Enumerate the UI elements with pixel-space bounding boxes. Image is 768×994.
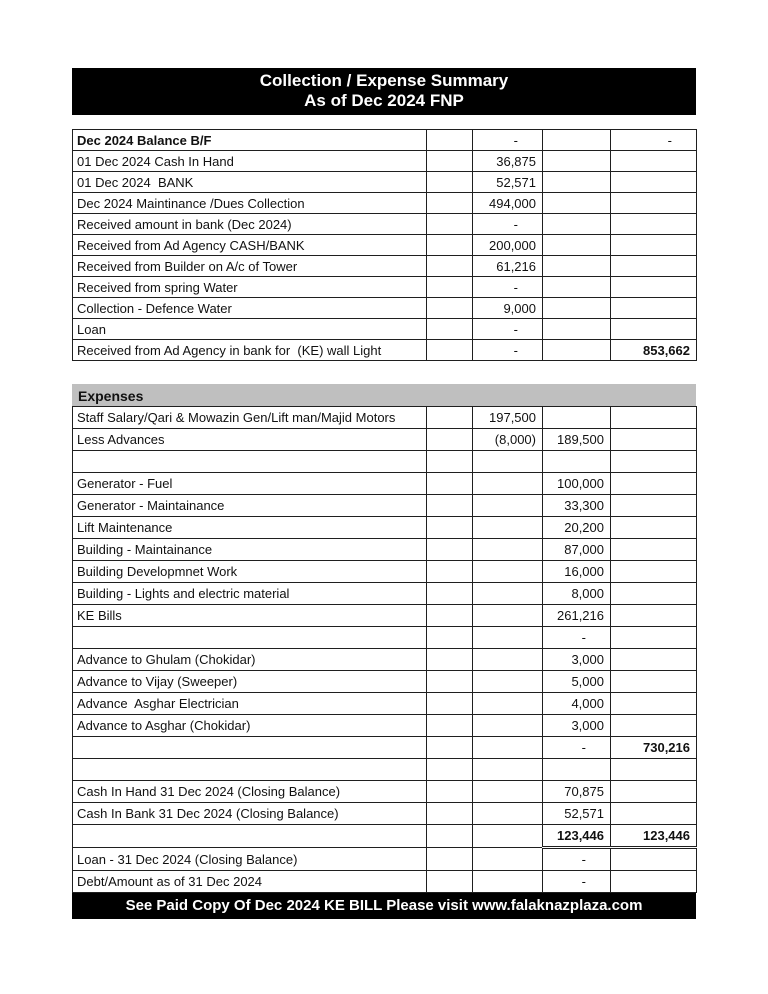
table-row xyxy=(73,649,697,671)
amount-cell-c xyxy=(543,256,611,277)
expenses-table xyxy=(72,406,697,893)
table-row xyxy=(73,583,697,605)
row-label-cell: Generator - Fuel xyxy=(73,473,427,495)
amount-cell-b xyxy=(473,495,543,517)
row-label-cell: Received from Ad Agency CASH/BANK xyxy=(73,235,427,256)
amount-cell-b xyxy=(473,871,543,893)
amount-cell-a xyxy=(427,825,473,848)
row-label-cell: Building - Lights and electric material xyxy=(73,583,427,605)
row-label-cell: Advance to Ghulam (Chokidar) xyxy=(73,649,427,671)
row-label-cell: Received from Ad Agency in bank for (KE) wall Light xyxy=(73,340,427,361)
table-row xyxy=(73,825,697,848)
amount-cell-c: 4,000 xyxy=(543,693,611,715)
table-row xyxy=(73,451,697,473)
title-line1: Collection / Expense Summary xyxy=(259,71,509,90)
amount-cell-a xyxy=(427,451,473,473)
row-label-cell: Received from Builder on A/c of Tower xyxy=(73,256,427,277)
amount-cell-d xyxy=(611,298,697,319)
amount-cell-b: 197,500 xyxy=(473,407,543,429)
row-label-cell: Received from spring Water xyxy=(73,277,427,298)
amount-cell-c: 100,000 xyxy=(543,473,611,495)
amount-cell-d xyxy=(611,803,697,825)
table-row xyxy=(73,627,697,649)
amount-cell-a xyxy=(427,781,473,803)
row-label-cell: Staff Salary/Qari & Mowazin Gen/Lift man/Majid Motors xyxy=(73,407,427,429)
amount-cell-d xyxy=(611,848,697,871)
table-row xyxy=(73,172,697,193)
amount-cell-d xyxy=(611,256,697,277)
amount-cell-b: 200,000 xyxy=(473,235,543,256)
row-label-cell: Cash In Bank 31 Dec 2024 (Closing Balance) xyxy=(73,803,427,825)
amount-cell-c: 123,446 xyxy=(543,825,611,848)
table-row xyxy=(73,298,697,319)
amount-cell-c xyxy=(543,235,611,256)
amount-cell-a xyxy=(427,193,473,214)
row-label-cell: Building Developmnet Work xyxy=(73,561,427,583)
amount-cell-a xyxy=(427,693,473,715)
amount-cell-a xyxy=(427,671,473,693)
amount-cell-b xyxy=(473,693,543,715)
amount-cell-d: 730,216 xyxy=(611,737,697,759)
amount-cell-a xyxy=(427,848,473,871)
amount-cell-c: 33,300 xyxy=(543,495,611,517)
amount-cell-c: 70,875 xyxy=(543,781,611,803)
row-label-cell xyxy=(73,825,427,848)
amount-cell-a xyxy=(427,583,473,605)
amount-cell-a xyxy=(427,429,473,451)
amount-cell-b: - xyxy=(473,340,543,361)
amount-cell-d: - xyxy=(611,130,697,151)
amount-cell-b: 9,000 xyxy=(473,298,543,319)
table-row xyxy=(73,848,697,871)
row-label-cell: Loan xyxy=(73,319,427,340)
amount-cell-b: (8,000) xyxy=(473,429,543,451)
amount-cell-b: - xyxy=(473,130,543,151)
amount-cell-c xyxy=(543,340,611,361)
amount-cell-b xyxy=(473,825,543,848)
amount-cell-a xyxy=(427,649,473,671)
amount-cell-d xyxy=(611,193,697,214)
amount-cell-d xyxy=(611,561,697,583)
amount-cell-a xyxy=(427,214,473,235)
amount-cell-a xyxy=(427,605,473,627)
amount-cell-b xyxy=(473,781,543,803)
table-row xyxy=(73,495,697,517)
amount-cell-a xyxy=(427,298,473,319)
row-label-cell: 01 Dec 2024 Cash In Hand xyxy=(73,151,427,172)
amount-cell-d xyxy=(611,781,697,803)
amount-cell-c xyxy=(543,319,611,340)
spacer xyxy=(72,115,696,129)
row-label-cell: 01 Dec 2024 BANK xyxy=(73,172,427,193)
amount-cell-d xyxy=(611,429,697,451)
amount-cell-d xyxy=(611,605,697,627)
amount-cell-d xyxy=(611,693,697,715)
amount-cell-b: 52,571 xyxy=(473,172,543,193)
amount-cell-b xyxy=(473,671,543,693)
footer-banner xyxy=(72,893,696,919)
table-row xyxy=(73,256,697,277)
amount-cell-d xyxy=(611,871,697,893)
amount-cell-b xyxy=(473,803,543,825)
income-table xyxy=(72,129,697,361)
amount-cell-c xyxy=(543,130,611,151)
table-row xyxy=(73,407,697,429)
amount-cell-a xyxy=(427,151,473,172)
row-label-cell: Building - Maintainance xyxy=(73,539,427,561)
amount-cell-c: - xyxy=(543,627,611,649)
footer-text: See Paid Copy Of Dec 2024 KE BILL Please visit www.falaknazplaza.com xyxy=(125,897,643,914)
table-row xyxy=(73,605,697,627)
amount-cell-a xyxy=(427,172,473,193)
amount-cell-b xyxy=(473,473,543,495)
amount-cell-c: 8,000 xyxy=(543,583,611,605)
row-label-cell: Advance to Asghar (Chokidar) xyxy=(73,715,427,737)
amount-cell-c: 20,200 xyxy=(543,517,611,539)
amount-cell-a xyxy=(427,539,473,561)
amount-cell-b xyxy=(473,848,543,871)
amount-cell-b xyxy=(473,451,543,473)
table-row xyxy=(73,759,697,781)
amount-cell-c: 5,000 xyxy=(543,671,611,693)
amount-cell-a xyxy=(427,627,473,649)
amount-cell-d xyxy=(611,649,697,671)
row-label-cell: Advance to Vijay (Sweeper) xyxy=(73,671,427,693)
table-row xyxy=(73,193,697,214)
amount-cell-b: 36,875 xyxy=(473,151,543,172)
title-banner xyxy=(72,68,696,115)
amount-cell-b xyxy=(473,737,543,759)
table-row xyxy=(73,803,697,825)
amount-cell-a xyxy=(427,130,473,151)
amount-cell-b xyxy=(473,517,543,539)
table-row xyxy=(73,277,697,298)
amount-cell-d xyxy=(611,319,697,340)
amount-cell-c xyxy=(543,193,611,214)
amount-cell-d xyxy=(611,407,697,429)
amount-cell-c: - xyxy=(543,871,611,893)
table-row xyxy=(73,671,697,693)
amount-cell-d xyxy=(611,539,697,561)
amount-cell-d: 853,662 xyxy=(611,340,697,361)
amount-cell-c: 52,571 xyxy=(543,803,611,825)
row-label-cell: Generator - Maintainance xyxy=(73,495,427,517)
amount-cell-b: - xyxy=(473,277,543,298)
amount-cell-a xyxy=(427,561,473,583)
amount-cell-a xyxy=(427,407,473,429)
amount-cell-b: - xyxy=(473,319,543,340)
amount-cell-a xyxy=(427,319,473,340)
table-row xyxy=(73,235,697,256)
amount-cell-c: - xyxy=(543,737,611,759)
amount-cell-a xyxy=(427,277,473,298)
row-label-cell xyxy=(73,759,427,781)
amount-cell-b xyxy=(473,583,543,605)
amount-cell-b xyxy=(473,539,543,561)
table-row xyxy=(73,151,697,172)
row-label-cell: Loan - 31 Dec 2024 (Closing Balance) xyxy=(73,848,427,871)
amount-cell-d xyxy=(611,759,697,781)
table-row xyxy=(73,871,697,893)
amount-cell-d xyxy=(611,235,697,256)
row-label-cell xyxy=(73,627,427,649)
amount-cell-c xyxy=(543,407,611,429)
amount-cell-b xyxy=(473,605,543,627)
amount-cell-c: 87,000 xyxy=(543,539,611,561)
row-label-cell: Less Advances xyxy=(73,429,427,451)
amount-cell-c xyxy=(543,277,611,298)
table-row xyxy=(73,517,697,539)
amount-cell-d xyxy=(611,495,697,517)
amount-cell-b xyxy=(473,649,543,671)
amount-cell-b: 494,000 xyxy=(473,193,543,214)
amount-cell-d xyxy=(611,277,697,298)
amount-cell-b xyxy=(473,561,543,583)
amount-cell-d xyxy=(611,517,697,539)
row-label-cell xyxy=(73,451,427,473)
title-line2: As of Dec 2024 FNP xyxy=(304,91,464,110)
table-row xyxy=(73,539,697,561)
amount-cell-a xyxy=(427,235,473,256)
expenses-section-header: Expenses xyxy=(72,384,696,406)
amount-cell-d xyxy=(611,214,697,235)
table-row xyxy=(73,429,697,451)
amount-cell-b xyxy=(473,715,543,737)
table-row xyxy=(73,737,697,759)
row-label-cell: Dec 2024 Maintinance /Dues Collection xyxy=(73,193,427,214)
amount-cell-c xyxy=(543,451,611,473)
row-label-cell: Dec 2024 Balance B/F xyxy=(73,130,427,151)
amount-cell-d xyxy=(611,172,697,193)
amount-cell-c xyxy=(543,759,611,781)
amount-cell-a xyxy=(427,737,473,759)
amount-cell-d xyxy=(611,627,697,649)
row-label-cell: Lift Maintenance xyxy=(73,517,427,539)
amount-cell-c: 3,000 xyxy=(543,715,611,737)
amount-cell-d xyxy=(611,451,697,473)
amount-cell-a xyxy=(427,340,473,361)
summary-sheet xyxy=(72,68,696,919)
amount-cell-a xyxy=(427,517,473,539)
table-row xyxy=(73,214,697,235)
table-row xyxy=(73,561,697,583)
amount-cell-a xyxy=(427,495,473,517)
amount-cell-d xyxy=(611,715,697,737)
amount-cell-c xyxy=(543,151,611,172)
amount-cell-d xyxy=(611,671,697,693)
amount-cell-c: 261,216 xyxy=(543,605,611,627)
amount-cell-d xyxy=(611,151,697,172)
row-label-cell: Received amount in bank (Dec 2024) xyxy=(73,214,427,235)
amount-cell-a xyxy=(427,715,473,737)
amount-cell-c xyxy=(543,298,611,319)
amount-cell-d: 123,446 xyxy=(611,825,697,848)
amount-cell-b: - xyxy=(473,214,543,235)
table-row xyxy=(73,340,697,361)
amount-cell-b: 61,216 xyxy=(473,256,543,277)
table-row xyxy=(73,715,697,737)
amount-cell-a xyxy=(427,803,473,825)
row-label-cell: Cash In Hand 31 Dec 2024 (Closing Balance) xyxy=(73,781,427,803)
row-label-cell: KE Bills xyxy=(73,605,427,627)
table-row xyxy=(73,473,697,495)
row-label-cell xyxy=(73,737,427,759)
amount-cell-c: 16,000 xyxy=(543,561,611,583)
table-row xyxy=(73,693,697,715)
amount-cell-a xyxy=(427,473,473,495)
row-label-cell: Collection - Defence Water xyxy=(73,298,427,319)
amount-cell-d xyxy=(611,473,697,495)
row-label-cell: Debt/Amount as of 31 Dec 2024 xyxy=(73,871,427,893)
spacer xyxy=(72,361,696,384)
table-row xyxy=(73,130,697,151)
row-label-cell: Advance Asghar Electrician xyxy=(73,693,427,715)
amount-cell-c xyxy=(543,214,611,235)
amount-cell-a xyxy=(427,871,473,893)
amount-cell-c: - xyxy=(543,848,611,871)
amount-cell-a xyxy=(427,759,473,781)
amount-cell-c xyxy=(543,172,611,193)
amount-cell-d xyxy=(611,583,697,605)
table-row xyxy=(73,319,697,340)
amount-cell-c: 3,000 xyxy=(543,649,611,671)
amount-cell-c: 189,500 xyxy=(543,429,611,451)
amount-cell-b xyxy=(473,759,543,781)
table-row xyxy=(73,781,697,803)
amount-cell-b xyxy=(473,627,543,649)
amount-cell-a xyxy=(427,256,473,277)
